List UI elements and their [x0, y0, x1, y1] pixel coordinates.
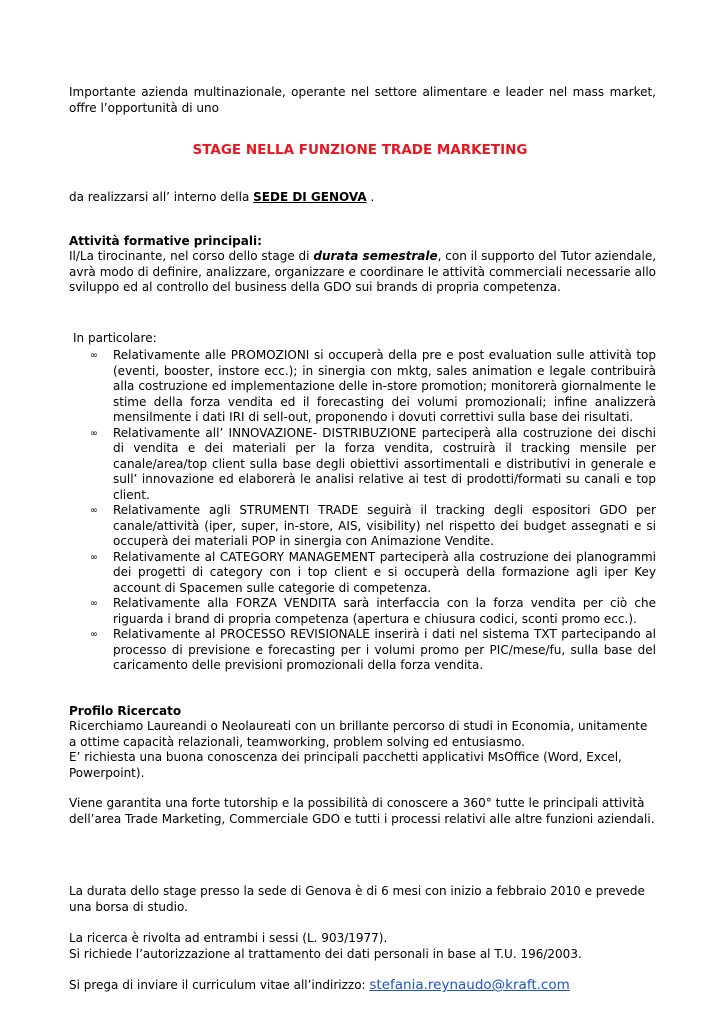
activity-list	[69, 348, 656, 674]
infinity-bullet-icon: ∞	[90, 350, 98, 361]
list-item	[69, 596, 656, 627]
particolare-label: In particolare:	[73, 330, 157, 345]
sede-suffix: .	[366, 190, 375, 204]
profilo-heading: Profilo Ricercato	[69, 703, 182, 718]
list-item-text: Relativamente alle PROMOZIONI si occuperà della pre e post evaluation sulle attività top (eventi, booster, instore ecc.); in sinergia con mktg, sales animation e legale contribuirà alla costruzione ed implementazione delle in-store promotion; monitorerà giornalmente le stime della forza vendita ed il forecasting dei volumi promozionali; infine analizzerà mensilmente i dati IRI di sell-out, proponendo i dovuti correttivi sulla base dei risultati.	[113, 348, 656, 424]
list-item	[69, 426, 656, 504]
intro-paragraph: Importante azienda multinazionale, operante nel settore alimentare e leader nel mass market, offre l’opportunità di uno	[69, 85, 656, 115]
sede-location: SEDE DI GENOVA	[253, 190, 367, 204]
attivita-heading: Attività formative principali:	[69, 233, 262, 248]
list-item-text: Relativamente agli STRUMENTI TRADE seguirà il tracking degli espositori GDO per canale/attività (iper, super, in-store, AIS, visibility) nel rispetto dei budget assegnati e si occuperà dei materiali POP in sinergia con Animazione Vendite.	[113, 503, 656, 548]
list-item	[69, 503, 656, 550]
list-item-text: Relativamente al CATEGORY MANAGEMENT parteciperà alla costruzione dei planogrammi dei progetti di category con i top client e si occuperà della formazione agli iper Key account di Spacemen sulle categorie di competenza.	[113, 549, 656, 595]
list-item-text: Relativamente alla FORZA VENDITA sarà interfaccia con la forza vendita per ciò che riguarda i brand di propria competenza (apertura e chiusura codici, sconti promo ecc.).	[113, 596, 656, 626]
profilo-paragraph-1: Ricerchiamo Laureandi o Neolaureati con un brillante percorso di studi in Economia, unitamente a ottime capacità relazionali, teamworking, problem solving ed entusiasmo.	[69, 719, 648, 749]
invio-line	[69, 978, 656, 994]
attivita-paragraph	[69, 249, 656, 296]
infinity-bullet-icon: ∞	[90, 629, 98, 640]
profilo-paragraph-3: Viene garantita una forte tutorship e la possibilità di conoscere a 360° tutte le principali attività dell’area Trade Marketing, Commerciale GDO e tutti i processi relativi alle altre funzioni aziendali.	[69, 796, 655, 826]
list-item-text: Relativamente al PROCESSO REVISIONALE inserirà i dati nel sistema TXT partecipando al processo di previsione e forecasting per i volumi promo per PIC/mese/fu, sulla base del caricamento delle previsioni promozionali della forza vendita.	[113, 627, 656, 672]
list-item	[69, 627, 656, 674]
durata-paragraph: La durata dello stage presso la sede di Genova è di 6 mesi con inizio a febbraio 2010 e prevede una borsa di studio.	[69, 884, 645, 914]
list-item	[69, 550, 656, 597]
sede-line	[69, 190, 656, 206]
infinity-bullet-icon: ∞	[90, 505, 98, 516]
email-link[interactable]: stefania.reynaudo@kraft.com	[369, 977, 570, 993]
document-page	[69, 85, 656, 994]
list-item-text: Relativamente all’ INNOVAZIONE- DISTRIBUZIONE parteciperà alla costruzione dei dischi di vendita e dei materiali per la forza vendita, costruirà il tracking mensile per canale/area/top client sulla base degli obiettivi assortimentali e distributivi in generale e sull’ innovazione ed elaborerà le analisi relative ai test di prodotti/formati su canali e top client.	[113, 425, 656, 502]
attivita-text-before: Il/La tirocinante, nel corso dello stage di	[69, 249, 314, 263]
attivita-emphasis: durata semestrale	[313, 249, 438, 263]
privacy-line: Si richiede l’autorizzazione al trattamento dei dati personali in base al T.U. 196/2003.	[69, 946, 582, 961]
page-title: STAGE NELLA FUNZIONE TRADE MARKETING	[192, 142, 528, 158]
list-item	[69, 348, 656, 426]
attivita-text-after: , con il supporto del Tutor aziendale, avrà modo di definire, analizzare, organizzare e coordinare le attività commerciali necessarie allo sviluppo ed al controllo del business della GDO sui brands di propria competenza.	[69, 249, 657, 294]
profilo-paragraph-2: E’ richiesta una buona conoscenza dei principali pacchetti applicativi MsOffice (Word, Excel, Powerpoint).	[69, 750, 622, 780]
sede-prefix: da realizzarsi all’ interno della	[69, 190, 254, 204]
infinity-bullet-icon: ∞	[90, 598, 98, 609]
legge-line: La ricerca è rivolta ad entrambi i sessi (L. 903/1977).	[69, 931, 388, 945]
infinity-bullet-icon: ∞	[90, 551, 98, 563]
infinity-bullet-icon: ∞	[90, 427, 98, 439]
invio-prefix: Si prega di inviare il curriculum vitae all’indirizzo:	[69, 978, 370, 992]
